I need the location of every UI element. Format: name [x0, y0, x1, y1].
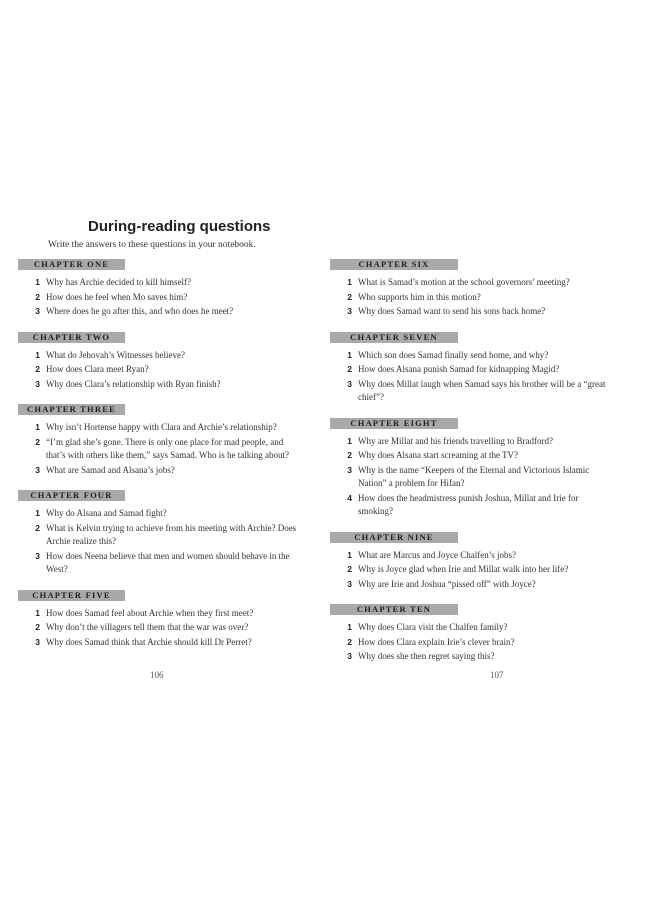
question-text: Why does Clara’s relationship with Ryan finish?: [46, 378, 221, 389]
question-number: 3: [347, 306, 352, 316]
question-number: 4: [347, 492, 352, 503]
question-text: Why are Irie and Joshua “pissed off” with Joyce?: [358, 578, 536, 589]
question-text: Why do Alsana and Samad fight?: [46, 508, 167, 518]
question-item: [330, 276, 610, 290]
question-text: What do Jehovah’s Witnesses believe?: [46, 349, 185, 360]
question-number: 2: [347, 636, 352, 647]
question-number: 3: [347, 378, 352, 389]
question-number: 3: [35, 464, 40, 475]
question-item: [330, 563, 610, 577]
page-title: During-reading questions: [88, 218, 271, 235]
chapter-section: [18, 404, 298, 477]
chapter-header-bar: [18, 259, 125, 270]
question-number: 3: [35, 636, 40, 647]
question-item: [330, 621, 610, 635]
question-item: [18, 607, 298, 621]
chapter-header-bar: [330, 418, 458, 429]
page-number-right: 107: [490, 670, 504, 680]
question-item: [330, 363, 610, 377]
question-number: 1: [347, 277, 352, 287]
question-item: [330, 378, 610, 405]
question-number: 1: [35, 349, 40, 360]
question-item: [18, 305, 298, 319]
question-text: How does Neena believe that men and women should behave in the West?: [46, 550, 290, 574]
chapter-header-bar: [330, 604, 458, 615]
question-number: 1: [347, 622, 352, 632]
chapter-section: [330, 332, 610, 405]
question-number: 2: [35, 436, 40, 447]
question-number: 3: [347, 578, 352, 589]
question-number: 2: [35, 622, 40, 632]
left-page-questions: [18, 259, 298, 662]
question-number: 3: [35, 306, 40, 316]
question-item: [18, 349, 298, 363]
question-text: Who supports him in this motion?: [358, 291, 481, 302]
chapter-section: [330, 604, 610, 664]
question-text: Why is the name “Keepers of the Eternal and Victorious Islamic Nation” a problem for Hifan?: [358, 464, 590, 488]
question-text: Why are Millat and his friends travelling to Bradford?: [358, 435, 553, 446]
question-number: 1: [347, 435, 352, 446]
question-number: 2: [347, 450, 352, 460]
question-number: 1: [35, 508, 40, 518]
chapter-section: [330, 418, 610, 519]
chapter-title: CHAPTER EIGHT: [350, 417, 438, 428]
question-item: [18, 550, 298, 577]
question-number: 1: [35, 277, 40, 287]
question-text: How does Clara explain Irie’s clever brain?: [358, 636, 515, 647]
question-item: [330, 492, 610, 519]
question-item: [18, 276, 298, 290]
question-text: Why does Clara visit the Chalfen family?: [358, 622, 508, 632]
chapter-header-bar: [18, 404, 125, 415]
question-number: 2: [35, 364, 40, 374]
question-text: Why isn’t Hortense happy with Clara and Archie’s relationship?: [46, 422, 277, 432]
chapter-title: CHAPTER TWO: [32, 331, 111, 342]
question-text: Why don’t the villagers tell them that the war was over?: [46, 622, 249, 632]
question-text: Where does he go after this, and who does he meet?: [46, 306, 234, 316]
question-item: [18, 464, 298, 478]
question-item: [330, 578, 610, 592]
question-item: [330, 650, 610, 664]
question-item: [330, 464, 610, 491]
chapter-section: [330, 259, 610, 319]
chapter-title: CHAPTER ONE: [33, 259, 110, 269]
question-number: 2: [347, 364, 352, 374]
chapter-title: CHAPTER FIVE: [32, 589, 111, 600]
question-item: [18, 421, 298, 435]
question-text: What are Marcus and Joyce Chalfen’s jobs?: [358, 549, 516, 560]
question-text: What are Samad and Alsana’s jobs?: [46, 464, 175, 475]
question-text: Why does Millat laugh when Samad says his brother will be a “great chief”?: [358, 378, 606, 402]
chapter-title: CHAPTER THREE: [27, 404, 116, 414]
question-item: [18, 522, 298, 549]
question-number: 1: [35, 422, 40, 432]
question-number: 2: [347, 564, 352, 574]
question-text: Why does Samad want to send his sons back home?: [358, 306, 546, 316]
question-text: What is Samad’s motion at the school governors’ meeting?: [358, 277, 570, 287]
chapter-header-bar: [330, 259, 458, 270]
question-item: [330, 349, 610, 363]
chapter-section: [18, 490, 298, 577]
chapter-title: CHAPTER NINE: [354, 531, 434, 542]
question-item: [18, 378, 298, 392]
question-text: Why does Alsana start screaming at the TV?: [358, 450, 519, 460]
question-item: [330, 305, 610, 319]
question-text: How does Samad feel about Archie when they first meet?: [46, 607, 254, 618]
question-item: [18, 636, 298, 650]
question-text: How does Alsana punish Samad for kidnapping Magid?: [358, 364, 560, 374]
chapter-section: [330, 532, 610, 592]
question-number: 3: [347, 464, 352, 475]
chapter-title: CHAPTER TEN: [356, 604, 432, 614]
right-page-questions: [330, 259, 610, 677]
question-number: 1: [347, 349, 352, 360]
question-item: [330, 449, 610, 463]
question-text: How does Clara meet Ryan?: [46, 364, 149, 374]
question-number: 2: [35, 291, 40, 302]
chapter-header-bar: [18, 490, 125, 501]
chapter-section: [18, 332, 298, 392]
question-text: “I’m glad she’s gone. There is only one place for mad people, and that’s with others like them,” says Samad. Who is he talking about?: [46, 436, 290, 460]
question-item: [330, 549, 610, 563]
question-text: What is Kelvin trying to achieve from his meeting with Archie? Does Archie realize this?: [46, 522, 297, 546]
question-item: [330, 636, 610, 650]
question-text: Which son does Samad finally send home, and why?: [358, 349, 549, 360]
chapter-header-bar: [18, 332, 125, 343]
question-text: Why does Samad think that Archie should kill Dr Perret?: [46, 636, 252, 647]
question-number: 1: [35, 607, 40, 618]
question-text: Why does she then regret saying this?: [358, 651, 495, 661]
chapter-header-bar: [330, 532, 458, 543]
question-number: 3: [35, 550, 40, 561]
question-item: [18, 436, 298, 463]
chapter-header-bar: [330, 332, 458, 343]
chapter-title: CHAPTER SEVEN: [350, 331, 438, 342]
question-text: How does he feel when Mo saves him?: [46, 291, 188, 302]
chapter-title: CHAPTER FOUR: [30, 490, 113, 500]
question-item: [330, 435, 610, 449]
question-item: [18, 363, 298, 377]
question-number: 3: [347, 651, 352, 661]
question-number: 2: [347, 291, 352, 302]
instruction-text: Write the answers to these questions in your notebook.: [48, 240, 256, 250]
chapter-section: [18, 259, 298, 319]
question-item: [330, 291, 610, 305]
chapter-header-bar: [18, 590, 125, 601]
question-number: 1: [347, 549, 352, 560]
question-item: [18, 621, 298, 635]
question-number: 3: [35, 378, 40, 389]
question-text: Why has Archie decided to kill himself?: [46, 277, 191, 287]
question-text: How does the headmistress punish Joshua, Millat and Irie for smoking?: [358, 492, 579, 516]
question-text: Why is Joyce glad when Irie and Millat walk into her life?: [358, 564, 569, 574]
question-number: 2: [35, 522, 40, 533]
question-item: [18, 507, 298, 521]
chapter-section: [18, 590, 298, 650]
chapter-title: CHAPTER SIX: [358, 259, 430, 269]
page-number-left: 106: [150, 670, 164, 680]
question-item: [18, 291, 298, 305]
